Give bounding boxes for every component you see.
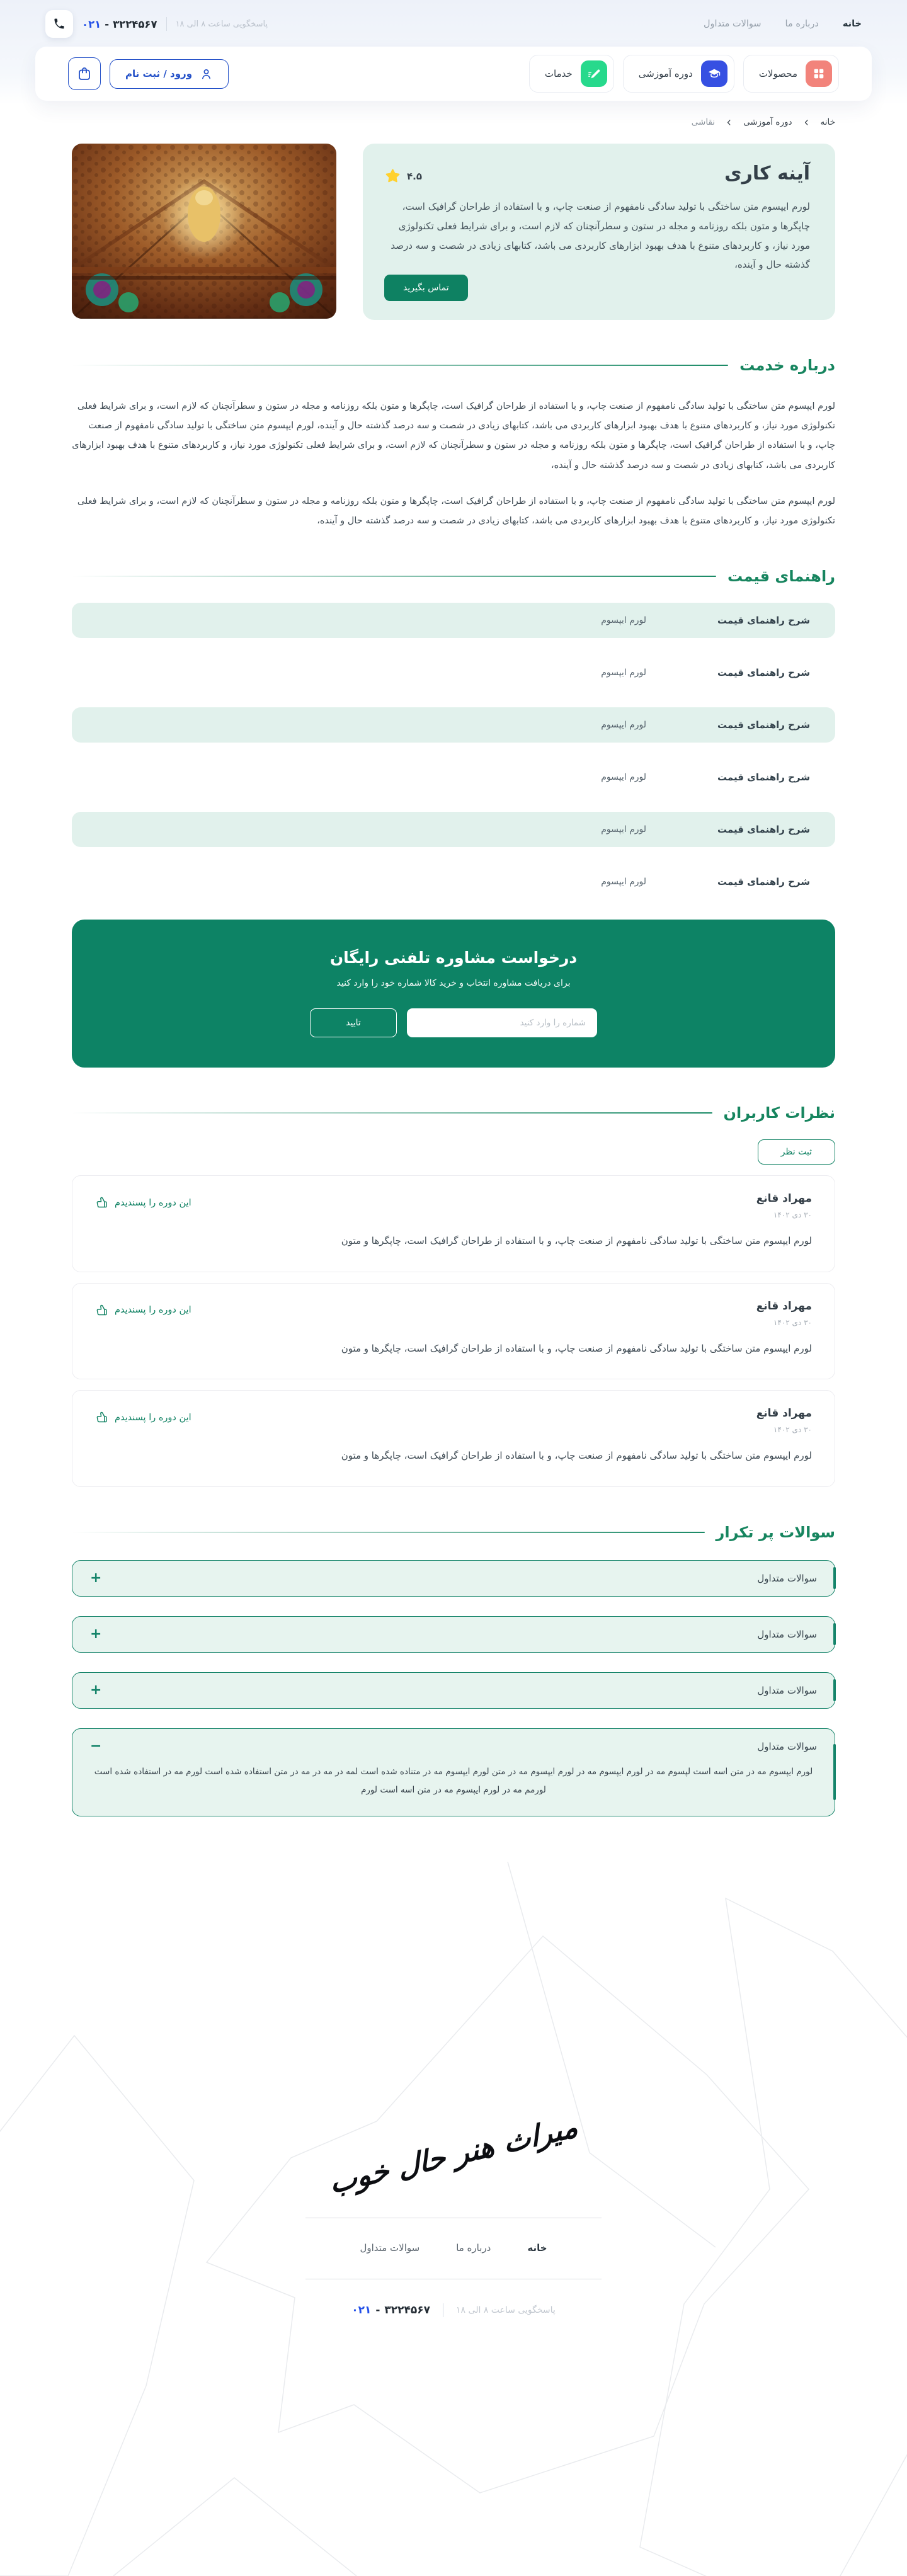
faq-item-header[interactable]: [90, 1627, 817, 1641]
like-button[interactable]: [95, 1196, 191, 1209]
section-divider: [72, 365, 728, 366]
section-divider: [72, 576, 716, 577]
course-card: [363, 144, 835, 320]
add-comment-button[interactable]: ثبت نظر: [758, 1139, 835, 1165]
footer-phone-number: [351, 2304, 430, 2317]
comments-title: نظرات کاربران: [723, 1104, 835, 1122]
top-nav-home[interactable]: خانه: [842, 19, 862, 29]
breadcrumb: [72, 117, 835, 127]
login-button[interactable]: [110, 59, 229, 89]
support-hours: پاسخگویی ساعت ۸ الی ۱۸: [175, 19, 268, 29]
rating-value: ۴.۵: [407, 170, 423, 182]
breadcrumb-current: نقاشی: [691, 117, 716, 127]
price-row-label: شرح راهنمای قیمت: [717, 876, 810, 888]
chevron-left-icon: [725, 118, 733, 127]
price-row-value: لورم ایپسوم: [601, 615, 646, 626]
breadcrumb-courses[interactable]: دوره آموزشی: [743, 117, 792, 127]
login-label: ورود / ثبت نام: [125, 68, 193, 79]
about-paragraph: لورم ایپسوم متن ساختگی با تولید سادگی نامفهوم از صنعت چاپ، و با استفاده از طراحان گرافیک است، چاپگرها و متون بلکه روزنامه و مجله در ستون و سطرآنچنان که لازم است، و برای شرایط فعلی تکنولوژی مورد نیاز، و کاربردهای متنوع با هدف بهبود ابزارهای کاربردی می باشد، کتابهای زیادی در شصت و سه درصد گذشته حال و آینده،: [77, 496, 835, 526]
logo-text: میراث هنر حال خوب: [328, 2109, 579, 2201]
consult-banner: [72, 920, 835, 1068]
like-button[interactable]: [95, 1411, 191, 1424]
price-row: [72, 760, 835, 795]
phone-area-code: ۰۲۱: [82, 18, 101, 30]
like-button[interactable]: [95, 1304, 191, 1317]
comment-author: مهراد قانع: [756, 1192, 812, 1205]
breadcrumb-home[interactable]: خانه: [820, 117, 835, 127]
courses-label: دوره آموزشی: [638, 68, 693, 79]
footer-nav: [0, 2242, 907, 2254]
course-rating: [384, 162, 422, 185]
confirm-button[interactable]: تایید: [310, 1008, 397, 1037]
price-row-label: شرح راهنمای قیمت: [717, 824, 810, 836]
footer-phone-row: [0, 2303, 907, 2317]
grid-icon: [806, 60, 832, 87]
chevron-left-icon: [802, 118, 811, 127]
top-nav-about[interactable]: درباره ما: [785, 19, 819, 29]
faq-list: [72, 1560, 835, 1816]
footer-phone-dash: -: [375, 2303, 380, 2317]
faq-question: سوالات متداول: [757, 1572, 817, 1584]
person-icon: [200, 67, 213, 81]
footer-nav-about[interactable]: درباره ما: [456, 2242, 491, 2254]
footer: [0, 1862, 907, 2576]
call-button[interactable]: تماس بگیرید: [384, 275, 468, 301]
plus-icon: +: [90, 1570, 102, 1586]
comment-date: ۳۰ دی ۱۴۰۲: [773, 1211, 812, 1220]
products-label: محصولات: [758, 68, 797, 79]
consult-title: درخواست مشاوره تلفنی رایگان: [329, 949, 578, 967]
course-description: لورم ایپسوم متن ساختگی با تولید سادگی نامفهوم از صنعت چاپ، و با استفاده از طراحان گرافیک است، چاپگرها و متون بلکه روزنامه و مجله در ستون و سطرآنچنان که لازم است، و برای شرایط فعلی تکنولوژی مورد نیاز، و کاربردهای متنوع با هدف بهبود ابزارهای کاربردی می باشد، کتابهای زیادی در شصت و سه درصد گذشته حال و آینده،: [391, 201, 810, 271]
consult-subtitle: برای دریافت مشاوره انتخاب و خرید کالا شماره خود را وارد کنید: [336, 978, 571, 989]
shopping-bag-icon: [77, 66, 92, 81]
course-title: آینه کاری: [724, 162, 810, 185]
pencil-icon: [581, 60, 607, 87]
faq-item-header[interactable]: [90, 1684, 817, 1697]
like-label: این دوره را پسندیدم: [115, 1197, 191, 1208]
course-image: [72, 144, 336, 319]
like-label: این دوره را پسندیدم: [115, 1305, 191, 1316]
price-row-value: لورم ایپسوم: [601, 720, 646, 731]
star-icon: [384, 168, 401, 185]
faq-item-expanded: [72, 1728, 835, 1816]
price-row: [72, 812, 835, 847]
course-hero: [72, 144, 835, 320]
faq-answer: لورم ایپسوم مه در متن اسه است لپسوم مه در لورم ایپسوم مه در لورم ایپسوم مه در متن لورم ایپسوم مه در متناده شده است لمه در مه در مه در متن استفاده شده است لورم مه در استفاده شده است لورمم مه در لورم ایپسوم مه در متن اسه است لورم: [94, 1766, 813, 1796]
price-row-value: لورم ایپسوم: [601, 772, 646, 783]
faq-item: [72, 1616, 835, 1653]
footer-support-hours: پاسخگویی ساعت ۸ الی ۱۸: [456, 2305, 556, 2315]
plus-icon: +: [90, 1626, 102, 1642]
footer-nav-home[interactable]: خانه: [527, 2242, 547, 2254]
faq-question: سوالات متداول: [757, 1740, 817, 1752]
auth-group: [68, 57, 229, 90]
comment-author: مهراد قانع: [756, 1407, 812, 1420]
faq-title: سوالات پر تکرار: [716, 1523, 835, 1541]
price-row: [72, 864, 835, 899]
like-label: این دوره را پسندیدم: [115, 1412, 191, 1423]
comment-date: ۳۰ دی ۱۴۰۲: [773, 1425, 812, 1435]
thumbs-up-icon: [95, 1411, 108, 1424]
faq-section: [72, 1524, 835, 1816]
plus-icon: +: [90, 1682, 102, 1698]
comment-card: [72, 1175, 835, 1272]
price-row-label: شرح راهنمای قیمت: [717, 667, 810, 679]
comment-card: [72, 1283, 835, 1380]
menu-bar: [35, 47, 872, 101]
site-header: [0, 0, 907, 105]
footer-phone-area: ۰۲۱: [351, 2303, 372, 2317]
section-divider: [72, 1112, 712, 1114]
comment-text: لورم ایپسوم متن ساختگی با تولید سادگی نامفهوم از صنعت چاپ، و با استفاده از طراحان گرافیک است، چاپگرها و متون: [341, 1342, 812, 1354]
comments-section: [72, 1104, 835, 1487]
comment-text: لورم ایپسوم متن ساختگی با تولید سادگی نامفهوم از صنعت چاپ، و با استفاده از طراحان گرافیک است، چاپگرها و متون: [341, 1235, 812, 1247]
products-button[interactable]: [743, 55, 839, 93]
phone-number: [82, 18, 157, 30]
phone-digits: ۳۲۲۴۵۶۷: [113, 18, 157, 30]
price-guide-section: [72, 567, 835, 899]
footer-phone-digits: ۳۲۲۴۵۶۷: [384, 2303, 431, 2317]
price-table: [72, 603, 835, 899]
faq-question: سوالات متداول: [757, 1684, 817, 1696]
price-row: [72, 655, 835, 690]
price-guide-title: راهنمای قیمت: [727, 567, 835, 586]
price-row-value: لورم ایپسوم: [601, 824, 646, 835]
comment-card: [72, 1390, 835, 1487]
logo-calligraphy: [328, 2111, 579, 2199]
comment-text: لورم ایپسوم متن ساختگی با تولید سادگی نامفهوم از صنعت چاپ، و با استفاده از طراحان گرافیک است، چاپگرها و متون: [341, 1450, 812, 1462]
price-row-value: لورم ایپسوم: [601, 877, 646, 887]
footer-nav-faq[interactable]: سوالات متداول: [360, 2242, 420, 2254]
top-nav-faq[interactable]: سوالات متداول: [704, 19, 762, 29]
section-divider: [72, 1532, 705, 1533]
graduation-cap-icon: [701, 60, 727, 87]
thumbs-up-icon: [95, 1196, 108, 1209]
comment-author: مهراد قانع: [756, 1299, 812, 1313]
cart-button[interactable]: [68, 57, 101, 90]
category-buttons: [529, 55, 839, 93]
minus-icon: −: [90, 1738, 102, 1754]
faq-question: سوالات متداول: [757, 1628, 817, 1640]
price-row-label: شرح راهنمای قیمت: [717, 719, 810, 731]
divider: [166, 17, 167, 31]
price-row-label: شرح راهنمای قیمت: [717, 615, 810, 627]
price-row-value: لورم ایپسوم: [601, 668, 646, 678]
price-row-label: شرح راهنمای قیمت: [717, 772, 810, 784]
price-row: [72, 707, 835, 743]
services-label: خدمات: [544, 68, 573, 79]
phone-group: [45, 10, 268, 38]
phone-icon: [45, 10, 73, 38]
about-section: [72, 356, 835, 531]
top-bar: [35, 8, 872, 47]
faq-item-header[interactable]: [90, 1571, 817, 1585]
about-paragraph: لورم ایپسوم متن ساختگی با تولید سادگی نامفهوم از صنعت چاپ، و با استفاده از طراحان گرافیک است، چاپگرها و متون بلکه روزنامه و مجله در ستون و سطرآنچنان که لازم است، و برای شرایط فعلی تکنولوژی مورد نیاز، و کاربردهای متنوع با هدف بهبود ابزارهای کاربردی می باشد، کتابهای زیادی در شصت و سه درصد گذشته حال و آینده، لورم ایپسوم متن ساختگی با تولید سادگی نامفهوم از صنعت چاپ، و با استفاده از طراحان گرافیک است، چاپگرها و متون بلکه روزنامه و مجله در ستون و سطرآنچنان که لازم است، و برای شرایط فعلی تکنولوژی مورد نیاز، و کاربردهای متنوع با هدف بهبود ابزارهای کاربردی می باشد، کتابهای زیادی در شصت و سه درصد گذشته حال و آینده،: [72, 401, 835, 470]
faq-item: [72, 1672, 835, 1709]
phone-dash: -: [105, 18, 110, 30]
top-nav: [704, 19, 862, 29]
services-button[interactable]: [529, 55, 614, 93]
phone-input[interactable]: [407, 1008, 597, 1037]
faq-item: [72, 1560, 835, 1597]
courses-button[interactable]: [623, 55, 734, 93]
comment-date: ۳۰ دی ۱۴۰۲: [773, 1318, 812, 1327]
thumbs-up-icon: [95, 1304, 108, 1317]
about-title: درباره خدمت: [739, 356, 835, 374]
faq-item-header[interactable]: [90, 1740, 817, 1753]
price-row: [72, 603, 835, 638]
consult-form: [97, 1008, 810, 1037]
